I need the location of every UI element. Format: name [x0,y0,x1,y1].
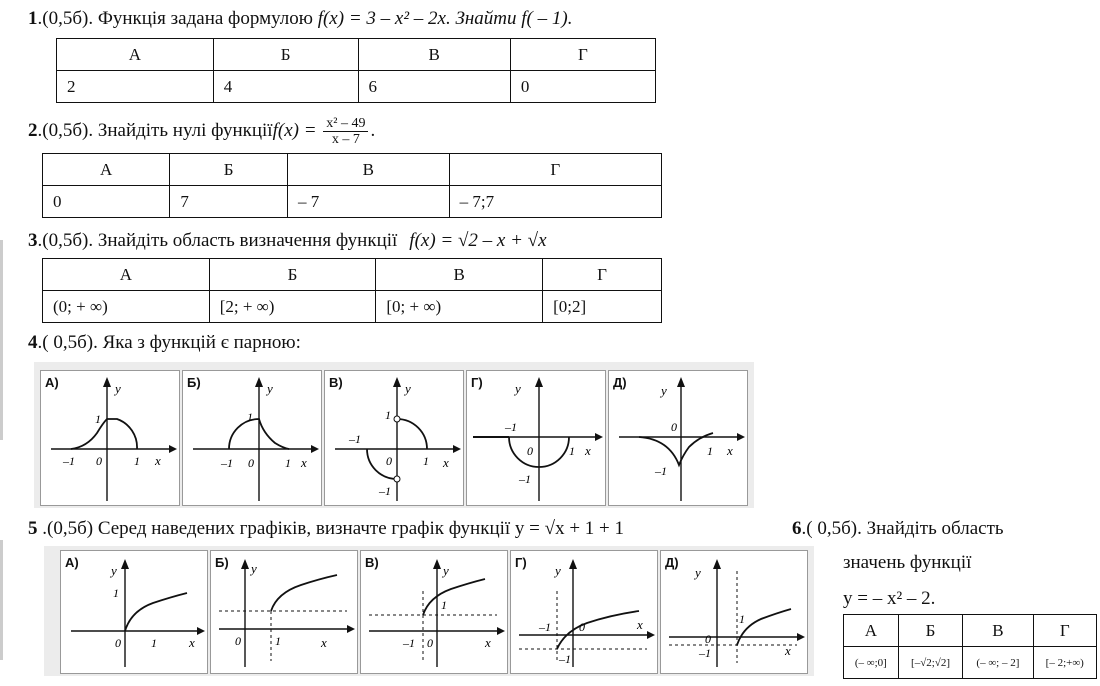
tick-label: 1 [385,408,391,422]
panel-label: Г) [515,555,527,570]
answer-table-1 [56,38,656,103]
tick-label: –1 [63,454,75,468]
axis-label-y: y [515,381,521,396]
option-value: [2; + ∞) [209,291,376,323]
option-header: А [844,615,899,647]
question-text: .(0,5б) Серед наведених графіків, визначте графік функції [37,518,515,539]
panel-label: В) [365,555,379,570]
question-6-formula: y = – x² – 2. [843,588,936,609]
graph-panel-d [660,550,808,674]
tick-label: –1 [349,432,361,446]
question-formula: f(x) = 3 – x² – 2x. Знайти f( – 1). [317,8,573,29]
question-formula: f(x) = [272,120,322,141]
axis-label-x: x [189,635,195,650]
tick-label: –1 [505,420,517,434]
question-text: .(0,5б). Знайдіть область визначення функції [37,230,398,251]
graph-5b [211,551,357,673]
option-header: А [43,259,210,291]
question-1 [28,8,572,30]
graph-5a [61,551,207,673]
option-value: – 7;7 [449,186,661,218]
option-value: [0;2] [543,291,662,323]
axis-label-x: x [301,455,307,470]
option-value: 6 [358,71,510,103]
tick-label: 1 [285,456,291,470]
axis-label-y: y [115,381,121,396]
question-text: .(0,5б). Функція задана формулою [37,8,318,29]
axis-label-x: x [155,453,161,468]
graph-5g [511,551,657,673]
option-value: [–√2;√2] [898,647,963,679]
tick-label: 1 [151,636,157,650]
tick-label: 1 [134,454,140,468]
panel-label: Г) [471,375,483,390]
axis-label-x: x [785,643,791,658]
answer-table-3 [42,258,662,323]
axis-label-x: x [443,455,449,470]
question-2 [28,114,375,148]
axis-label-y: y [555,563,561,578]
graph-5d [661,551,807,673]
option-value: 2 [57,71,214,103]
tick-label: 1 [275,634,281,648]
option-header: Г [449,154,661,186]
axis-label-y: y [443,563,449,578]
graph-panel-b [210,550,358,674]
option-value: [– 2;+∞) [1033,647,1096,679]
tick-label: 1 [441,598,447,612]
panel-label: Д) [613,375,627,390]
option-value: – 7 [288,186,450,218]
panel-label: А) [45,375,59,390]
tick-label: –1 [221,456,233,470]
question-5 [28,518,624,540]
left-edge-bar [0,240,3,440]
option-value: (– ∞; – 2] [963,647,1033,679]
graph-a [41,371,179,505]
option-value: 4 [213,71,358,103]
option-header: Б [170,154,288,186]
graph-g [467,371,605,505]
tick-label: –1 [699,646,711,660]
panel-label: В) [329,375,343,390]
graph-5v [361,551,507,673]
question-text: .( 0,5б). Знайдіть область [801,518,1004,539]
axis-label-y: y [661,383,667,398]
option-header: Г [510,39,655,71]
axis-label-y: y [405,381,411,396]
fraction [323,116,368,147]
question-number: 5 [28,518,38,539]
axis-label-y: y [695,565,701,580]
tick-label: 1 [569,444,575,458]
option-header: В [358,39,510,71]
tick-label: –1 [539,620,551,634]
axis-label-y: y [111,563,117,578]
graph-panel-d [608,370,748,506]
tick-label: –1 [559,652,571,666]
graph-b [183,371,321,505]
graph-panel-a [40,370,180,506]
tick-label: 0 [427,636,433,650]
question-3 [28,230,547,252]
tick-label: –1 [379,484,391,498]
tick-label: –1 [519,472,531,486]
question-number: 6 [792,518,802,539]
option-header: В [376,259,543,291]
answer-table-2 [42,153,662,218]
tick-label: 0 [705,632,711,646]
option-header: Б [209,259,376,291]
axis-label-x: x [485,635,491,650]
option-header: Г [1033,615,1096,647]
graph-v [325,371,463,505]
tick-label: 0 [671,420,677,434]
option-value: 7 [170,186,288,218]
option-value: [0; + ∞) [376,291,543,323]
question-formula: f(x) = √2 – x + √x [409,230,547,251]
option-header: В [288,154,450,186]
axis-label-y: y [267,381,273,396]
axis-label-x: x [637,617,643,632]
graph-panel-g [466,370,606,506]
tick-label: 0 [115,636,121,650]
question-6-line2: значень функції [843,552,972,573]
graphs-strip-q5 [44,546,814,676]
question-number: 3 [28,230,38,251]
formula-tail: . [370,120,376,141]
question-4 [28,332,301,354]
fraction-denominator: x – 7 [331,132,360,148]
option-header: Г [543,259,662,291]
tick-label: 1 [247,410,253,424]
question-text: .( 0,5б). Яка з функцій є парною: [37,332,301,353]
graph-panel-v [360,550,508,674]
tick-label: 1 [739,612,745,626]
option-header: А [57,39,214,71]
question-text: .(0,5б). Знайдіть нулі функції [37,120,273,141]
tick-label: 1 [95,412,101,426]
question-formula: y = √x + 1 + 1 [514,518,624,539]
panel-label: Б) [187,375,201,390]
option-value: (0; + ∞) [43,291,210,323]
panel-label: Б) [215,555,229,570]
question-6 [792,518,1004,540]
panel-label: Д) [665,555,679,570]
tick-label: 0 [386,454,392,468]
graphs-strip-q4 [34,362,754,508]
option-header: В [963,615,1033,647]
graph-panel-b [182,370,322,506]
graph-panel-g [510,550,658,674]
axis-label-y: y [251,561,257,576]
left-edge-bar [0,540,3,660]
graph-panel-a [60,550,208,674]
question-number: 2 [28,120,38,141]
option-value: (– ∞;0] [844,647,899,679]
question-number: 4 [28,332,38,353]
tick-label: 0 [248,456,254,470]
option-value: 0 [43,186,170,218]
answer-table-6 [843,614,1097,679]
tick-label: 1 [113,586,119,600]
axis-label-x: x [585,443,591,458]
tick-label: 1 [707,444,713,458]
tick-label: 0 [96,454,102,468]
axis-label-x: x [321,635,327,650]
question-number: 1 [28,8,38,29]
graph-d [609,371,747,505]
graph-panel-v [324,370,464,506]
tick-label: 0 [579,620,585,634]
axis-label-x: x [727,443,733,458]
option-header: Б [213,39,358,71]
panel-label: А) [65,555,79,570]
tick-label: 0 [235,634,241,648]
option-header: Б [898,615,963,647]
option-value: 0 [510,71,655,103]
fraction-numerator: x² – 49 [323,116,368,132]
option-header: А [43,154,170,186]
tick-label: –1 [655,464,667,478]
tick-label: 1 [423,454,429,468]
tick-label: 0 [527,444,533,458]
tick-label: –1 [403,636,415,650]
